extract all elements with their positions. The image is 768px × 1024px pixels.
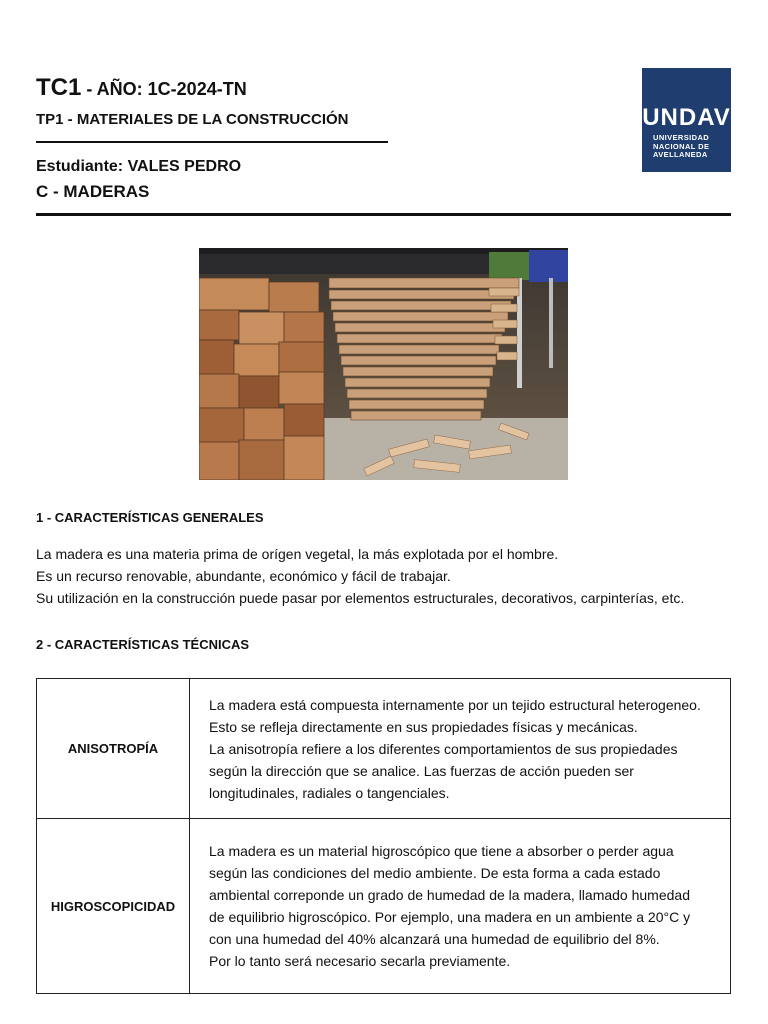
description-line: Esto se refleja directamente en sus propiedades físicas y mecánicas. [209, 718, 638, 735]
title-divider [36, 141, 388, 143]
subject-title: C - MADERAS [36, 182, 150, 201]
logo-line: AVELLANEDA [653, 150, 708, 159]
table-row [37, 819, 731, 994]
description-cell [190, 679, 731, 819]
section-title-technical: 2 - CARACTERÍSTICAS TÉCNICAS [36, 637, 250, 652]
description-line: con una humedad del 40% alcanzará una humedad de equilibrio del 8%. [209, 931, 660, 947]
technical-characteristics-table [36, 678, 731, 994]
description-line: La anisotropía refiere a los diferentes comportamientos de sus propiedades [209, 740, 678, 757]
logo-line: UNIVERSIDAD [653, 133, 710, 142]
description-line: de equilibrio higroscópico. Por ejemplo, una madera en un ambiente a 20°C y [209, 909, 691, 925]
tp-title: TP1 - MATERIALES DE LA CONSTRUCCIÓN [36, 111, 349, 128]
year-label: - AÑO: 1C-2024-TN [81, 79, 247, 99]
term-cell: HIGROSCOPICIDAD [37, 819, 190, 994]
logo-line: NACIONAL DE [653, 141, 710, 151]
description-line: ambiental correponde un grado de humedad de la madera, llamado humedad [209, 887, 690, 903]
description-line: La madera es un material higroscópico que tiene a absorber o perder agua [209, 843, 674, 859]
description-line: según las condiciones del medio ambiente. De esta forma a cada estado [209, 865, 661, 881]
header-divider [36, 213, 731, 216]
term-cell: ANISOTROPÍA [37, 679, 190, 819]
course-code: TC1 [36, 74, 82, 101]
logo-mark: UNDAV [642, 104, 731, 131]
description-cell [190, 819, 731, 994]
paragraph-line: La madera es una materia prima de orígen vegetal, la más explotada por el hombre. [36, 546, 559, 562]
table-row [37, 679, 731, 819]
paragraph-line: Su utilización en la construcción puede pasar por elementos estructurales, decorativos, carpinterías, etc. [36, 590, 685, 606]
timber-photo [199, 248, 568, 480]
general-characteristics-text [36, 543, 736, 609]
student-label: Estudiante: VALES PEDRO [36, 158, 242, 175]
description-line: La madera está compuesta internamente por un tejido estructural heterogeneo. [209, 696, 701, 713]
paragraph-line: Es un recurso renovable, abundante, económico y fácil de trabajar. [36, 568, 451, 584]
university-logo [642, 68, 731, 172]
document-title [36, 74, 247, 102]
logo-text [653, 134, 723, 160]
description-line: longitudinales, radiales o tangenciales. [209, 784, 450, 801]
description-line: Por lo tanto será necesario secarla previamente. [209, 953, 511, 969]
section-title-general: 1 - CARACTERÍSTICAS GENERALES [36, 510, 264, 525]
description-line: según la dirección que se analice. Las fuerzas de acción pueden ser [209, 762, 634, 779]
